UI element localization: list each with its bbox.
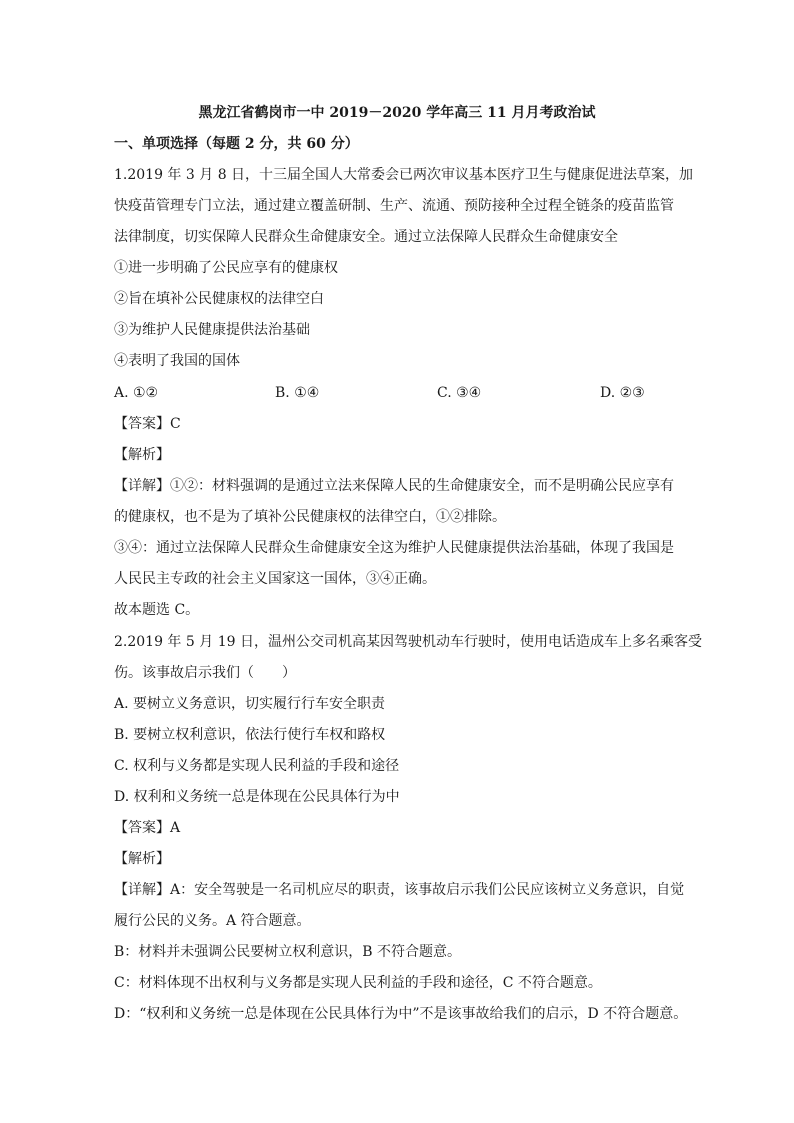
- q1-option-d: D. ②③: [600, 385, 645, 401]
- q2-option-b: B. 要树立权利意识，依法行使行车权和路权: [114, 727, 386, 743]
- page-title: 黑龙江省鹤岗市一中 2019－2020 学年高三 11 月月考政治试: [198, 105, 596, 121]
- q1-detail-line-3: ③④：通过立法保障人民群众生命健康安全这为维护人民健康提供法治基础，体现了我国是: [114, 540, 674, 556]
- q1-detail-line-1: 【详解】①②：材料强调的是通过立法来保障人民的生命健康安全，而不是明确公民应享有: [114, 478, 674, 494]
- q2-stem-line-2: 伤。该事故启示我们（ ）: [114, 665, 296, 681]
- q2-stem-line-1: 2.2019 年 5 月 19 日，温州公交司机高某因驾驶机动车行驶时，使用电话造成车上多名乘客受: [114, 634, 702, 650]
- q1-detail-line-2: 的健康权，也不是为了填补公民健康权的法律空白，①②排除。: [114, 509, 506, 525]
- q1-option-b: B. ①④: [275, 385, 320, 401]
- q1-option-a: A. ①②: [114, 385, 159, 401]
- q1-analysis-label: 【解析】: [114, 447, 170, 463]
- q2-option-d: D. 权利和义务统一总是体现在公民具体行为中: [114, 789, 400, 805]
- q2-option-c: C. 权利与义务都是实现人民利益的手段和途径: [114, 758, 400, 774]
- q1-item-4: ④表明了我国的国体: [114, 353, 240, 369]
- q2-answer: 【答案】A: [114, 820, 181, 836]
- q1-stem-line-3: 法律制度，切实保障人民群众生命健康安全。通过立法保障人民群众生命健康安全: [114, 229, 618, 245]
- section-heading: 一、单项选择（每题 2 分，共 60 分）: [114, 136, 359, 152]
- q2-analysis-label: 【解析】: [114, 851, 170, 867]
- q1-item-3: ③为维护人民健康提供法治基础: [114, 322, 310, 338]
- q1-item-1: ①进一步明确了公民应享有的健康权: [114, 260, 338, 276]
- q1-stem-line-2: 快疫苗管理专门立法，通过建立覆盖研制、生产、流通、预防接种全过程全链条的疫苗监管: [114, 198, 674, 214]
- q1-answer: 【答案】C: [114, 416, 181, 432]
- q2-option-a: A. 要树立义务意识，切实履行行车安全职责: [114, 696, 386, 712]
- q1-stem-line-1: 1.2019 年 3 月 8 日，十三届全国人大常委会已两次审议基本医疗卫生与健康促进法草案，加: [114, 167, 694, 183]
- q1-conclusion: 故本题选 C。: [114, 602, 200, 618]
- q2-detail-line-5: D：“权利和义务统一总是体现在公民具体行为中”不是该事故给我们的启示，D 不符合题意。: [114, 1006, 688, 1022]
- q1-item-2: ②旨在填补公民健康权的法律空白: [114, 291, 324, 307]
- q1-option-c: C. ③④: [437, 385, 482, 401]
- q1-detail-line-4: 人民民主专政的社会主义国家这一国体，③④正确。: [114, 571, 436, 587]
- q2-detail-line-2: 履行公民的义务。A 符合题意。: [114, 913, 311, 929]
- q2-detail-line-3: B：材料并未强调公民要树立权利意识，B 不符合题意。: [114, 944, 462, 960]
- q2-detail-line-4: C：材料体现不出权利与义务都是实现人民利益的手段和途径，C 不符合题意。: [114, 975, 602, 991]
- q2-detail-line-1: 【详解】A：安全驾驶是一名司机应尽的职责，该事故启示我们公民应该树立义务意识，自觉: [114, 882, 685, 898]
